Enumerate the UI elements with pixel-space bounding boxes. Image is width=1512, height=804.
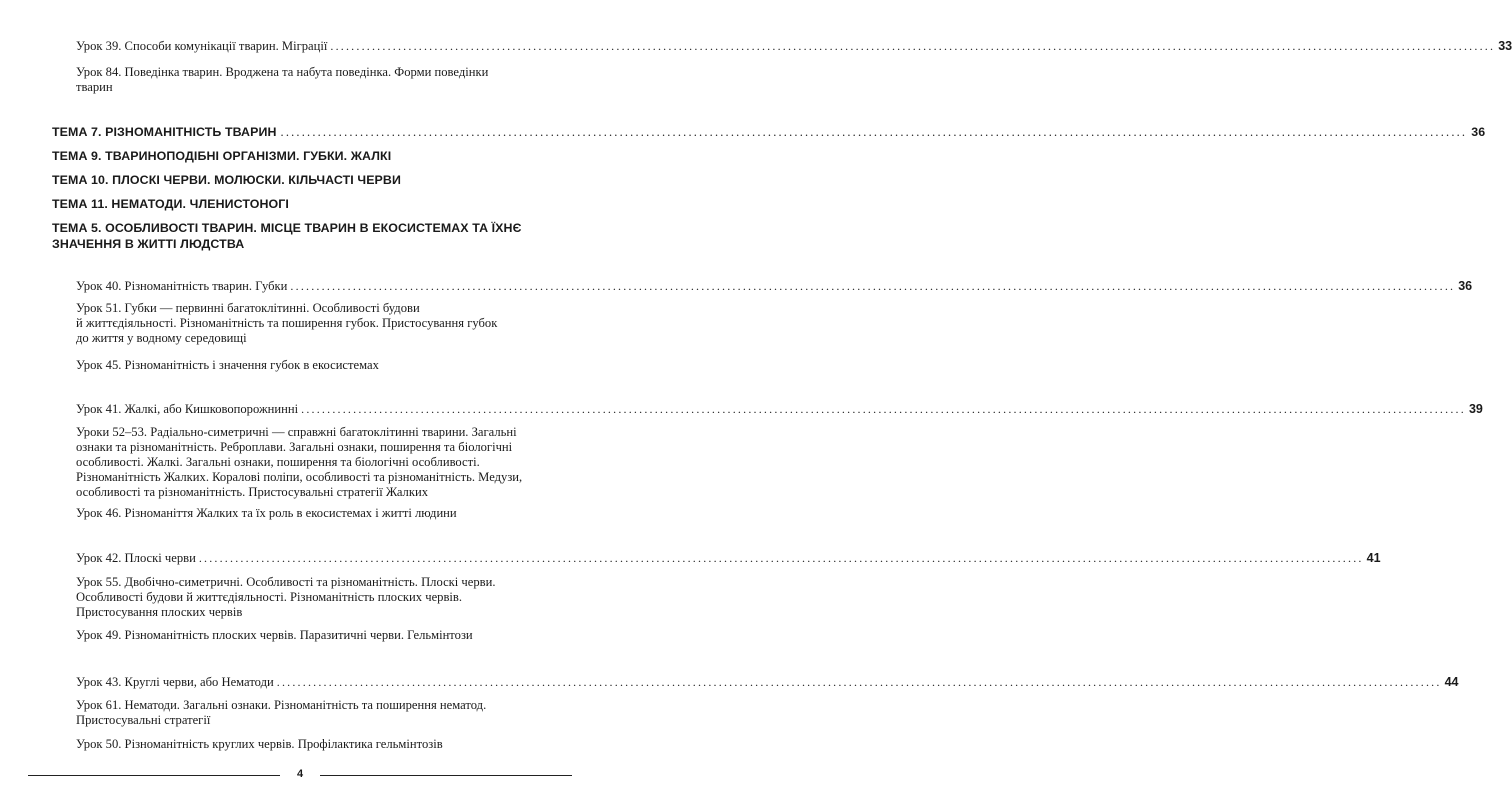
lesson-title: Урок 45. Різноманітність і значення губок в екосистемах bbox=[76, 358, 379, 372]
toc-topic-5 bbox=[52, 220, 522, 252]
page-ref: 39 bbox=[1468, 402, 1483, 416]
footer-rule-right bbox=[320, 775, 572, 776]
lesson-title-line: Урок 84. Поведінка тварин. Вроджена та набута поведінка. Форми поведінки bbox=[76, 65, 489, 79]
lesson-title-line: особливості та різноманітність. Пристосувальні стратегії Жалких bbox=[76, 485, 428, 499]
lesson-title-line: Різноманітність Жалких. Коралові поліпи, особливості та різноманітність. Медузи, bbox=[76, 470, 523, 484]
dot-leader: ................................................................................................................................................................................................................................ bbox=[280, 125, 1468, 139]
topic-title: ТЕМА 11. НЕМАТОДИ. ЧЛЕНИСТОНОГІ bbox=[52, 197, 289, 211]
toc-entry-lesson-51 bbox=[76, 301, 497, 346]
page-ref: 44 bbox=[1444, 675, 1459, 689]
dot-leader: ................................................................................................................................................................................................................................ bbox=[301, 402, 1466, 416]
dot-leader: ................................................................................................................................................................................................................................ bbox=[330, 39, 1496, 53]
toc-entry-lesson-41 bbox=[76, 402, 1483, 417]
toc-entry-lessons-52-53 bbox=[76, 425, 522, 500]
dot-leader: ................................................................................................................................................................................................................................ bbox=[276, 675, 1442, 689]
toc-topic-10 bbox=[52, 172, 401, 188]
topic-title: ТЕМА 7. РІЗНОМАНІТНІСТЬ ТВАРИН bbox=[52, 125, 277, 139]
lesson-title: Урок 50. Різноманітність круглих червів. Профілактика гельмінтозів bbox=[76, 737, 443, 751]
topic-title-line: ТЕМА 5. ОСОБЛИВОСТІ ТВАРИН. МІСЦЕ ТВАРИН В ЕКОСИСТЕМАХ ТА ЇХНЄ bbox=[52, 221, 522, 235]
toc-entry-lesson-43 bbox=[76, 675, 1459, 690]
toc-entry-lesson-45 bbox=[76, 358, 379, 373]
lesson-title: Урок 39. Способи комунікації тварин. Міграції bbox=[76, 39, 328, 53]
toc-entry-lesson-39 bbox=[76, 39, 1512, 54]
toc-topic-11 bbox=[52, 196, 289, 212]
lesson-title: Урок 42. Плоскі черви bbox=[76, 551, 196, 565]
lesson-title-line: тварин bbox=[76, 80, 113, 94]
toc-topic-7 bbox=[52, 124, 1486, 140]
lesson-title: Урок 40. Різноманітність тварин. Губки bbox=[76, 279, 288, 293]
lesson-title-line: Урок 61. Нематоди. Загальні ознаки. Різноманітність та поширення нематод. bbox=[76, 698, 487, 712]
page-ref: 36 bbox=[1458, 279, 1473, 293]
topic-title: ТЕМА 9. ТВАРИНОПОДІБНІ ОРГАНІЗМИ. ГУБКИ. ЖАЛКІ bbox=[52, 149, 392, 163]
lesson-title-line: Урок 51. Губки — первинні багатоклітинні. Особливості будови bbox=[76, 301, 420, 315]
topic-title-line: ЗНАЧЕННЯ В ЖИТТІ ЛЮДСТВА bbox=[52, 237, 245, 251]
lesson-title-line: Урок 55. Двобічно-симетричні. Особливості та різноманітність. Плоскі черви. bbox=[76, 575, 496, 589]
lesson-title: Урок 49. Різноманітність плоских червів. Паразитичні черви. Гельмінтози bbox=[76, 628, 473, 642]
toc-entry-lesson-46 bbox=[76, 506, 457, 521]
lesson-title: Урок 43. Круглі черви, або Нематоди bbox=[76, 675, 274, 689]
lesson-title: Урок 46. Різноманіття Жалких та їх роль в екосистемах і житті людини bbox=[76, 506, 457, 520]
lesson-title-line: Особливості будови й життєдіяльності. Різноманітність плоских червів. bbox=[76, 590, 462, 604]
toc-entry-lesson-40 bbox=[76, 279, 1473, 294]
toc-entry-lesson-42 bbox=[76, 551, 1381, 566]
lesson-title-line: й життєдіяльності. Різноманітність та поширення губок. Пристосування губок bbox=[76, 316, 498, 330]
lesson-title: Урок 41. Жалкі, або Кишковопорожнинні bbox=[76, 402, 299, 416]
lesson-title-line: особливості. Жалкі. Загальні ознаки, поширення та біологічні особливості. bbox=[76, 455, 480, 469]
dot-leader: ................................................................................................................................................................................................................................ bbox=[198, 551, 1364, 565]
topic-title: ТЕМА 10. ПЛОСКІ ЧЕРВИ. МОЛЮСКИ. КІЛЬЧАСТІ ЧЕРВИ bbox=[52, 173, 401, 187]
toc-entry-lesson-55 bbox=[76, 575, 496, 620]
lesson-title-line: ознаки та різноманітність. Реброплави. Загальні ознаки, поширення та біологічні bbox=[76, 440, 513, 454]
page-ref: 33 bbox=[1498, 39, 1512, 53]
toc-entry-lesson-84 bbox=[76, 65, 488, 95]
toc-entry-lesson-61 bbox=[76, 698, 486, 728]
lesson-title-line: Пристосування плоских червів bbox=[76, 605, 243, 619]
toc-topic-9 bbox=[52, 148, 391, 164]
page-ref: 36 bbox=[1471, 125, 1486, 139]
lesson-title-line: до життя у водному середовищі bbox=[76, 331, 247, 345]
footer-rule-left bbox=[28, 775, 280, 776]
toc-entry-lesson-50 bbox=[76, 737, 443, 752]
page-ref: 41 bbox=[1366, 551, 1381, 565]
toc-entry-lesson-49 bbox=[76, 628, 473, 643]
page-number: 4 bbox=[296, 768, 304, 780]
dot-leader: ................................................................................................................................................................................................................................ bbox=[290, 279, 1456, 293]
lesson-title-line: Уроки 52–53. Радіально-симетричні — справжні багатоклітинні тварини. Загальні bbox=[76, 425, 517, 439]
lesson-title-line: Пристосувальні стратегії bbox=[76, 713, 211, 727]
